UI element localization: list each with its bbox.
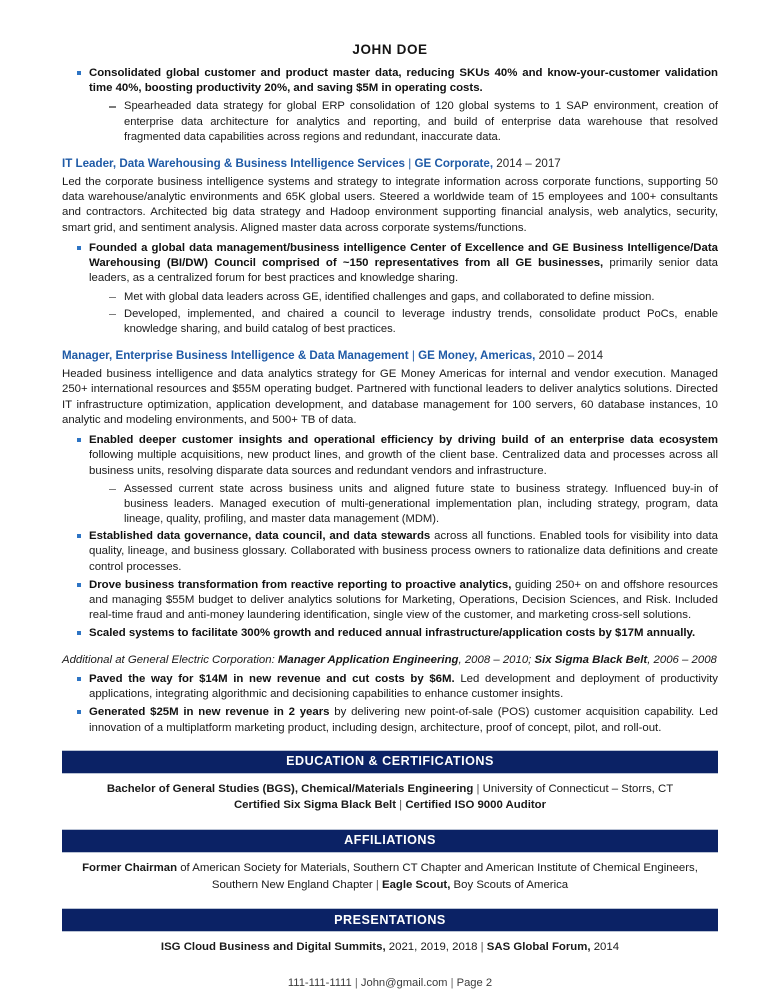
affiliation-role: Former Chairman [82, 861, 178, 874]
presentation-separator: | [480, 941, 487, 954]
bullet-bold-text: Founded a global data management/business intelligence Center of Excellence and GE Business Intelligence/Data Warehousing (BI/DW) Council comprised of ~150 representatives from all GE businesses, [89, 241, 718, 270]
footer-email: John@gmail.com [360, 976, 448, 989]
education-degree: Bachelor of General Studies (BGS), Chemical/Materials Engineering [106, 782, 474, 795]
page-title: JOHN DOE [352, 42, 428, 57]
dash-bullet-icon [109, 297, 116, 298]
square-bullet-icon [77, 534, 81, 538]
sub-bullet-text: Spearheaded data strategy for global ERP consolidation of 120 global systems to 1 SAP environment, creation of enterprise data architecture for analytics and reporting, and build of enterprise data warehouse that resolved fragmented data capabilities across regions and redundant, inaccurate data. [124, 100, 718, 143]
list-item [62, 578, 718, 624]
additional-roles-line [62, 653, 718, 668]
sub-list-item [62, 99, 718, 144]
job-role: IT Leader, Data Warehousing & Business Intelligence Services [62, 156, 405, 170]
affiliations-line-1 [62, 860, 718, 893]
bullet-rest-text: Led development and deployment of productivity applications, integrating algorithmic and decisioning capabilities to enhance customer insights. [89, 673, 718, 701]
square-bullet-icon [77, 583, 81, 587]
job-separator: | [405, 156, 415, 170]
presentation-years-2: 2014 [590, 941, 620, 954]
certification-1: Certified Six Sigma Black Belt [233, 799, 397, 812]
sub-bullet-text: Developed, implemented, and chaired a council to leverage industry trends, consolidate product PoCs, enable knowledge sharing, and build catalog of best practices. [124, 307, 718, 335]
list-item [62, 433, 718, 479]
square-bullet-icon [77, 438, 81, 442]
bullet-rest-text: following multiple acquisitions, new product lines, and growth of the client base. Centralized data and processes across all business units, resolving disparate data sources and redundant vendors and infrastructure. [89, 449, 718, 477]
section-banner-education: EDUCATION & CERTIFICATIONS [62, 750, 718, 774]
presentation-event-2: SAS Global Forum, [486, 941, 591, 954]
education-line-2 [62, 797, 718, 814]
bullet-bold-text: Drove business transformation from reactive reporting to proactive analytics, [89, 578, 512, 591]
job-title-heading [62, 348, 718, 363]
list-item [62, 705, 718, 735]
additional-role-2: Six Sigma Black Belt [534, 653, 648, 666]
job-dates: 2014 – 2017 [493, 156, 561, 170]
list-item [62, 66, 718, 96]
presentations-line-1 [62, 939, 718, 956]
education-school: University of Connecticut – Storrs, CT [482, 782, 674, 795]
additional-role-1: Manager Application Engineering [277, 653, 459, 666]
affiliation-org-2: Boy Scouts of America [450, 878, 569, 891]
bullet-bold-text: Generated $25M in new revenue in 2 years [89, 706, 330, 719]
job-dates: 2010 – 2014 [535, 348, 604, 362]
list-item [62, 241, 718, 287]
bullet-rest-text: primarily senior data leaders, as a centralized forum for best practices and knowledge sharing. [89, 257, 718, 285]
section-banner-affiliations: AFFILIATIONS [62, 829, 718, 853]
footer-page-number: Page 2 [456, 976, 493, 989]
square-bullet-icon [77, 631, 81, 635]
additional-dates-1: , 2008 – 2010; [458, 653, 535, 666]
additional-dates-2: , 2006 – 2008 [647, 653, 717, 666]
affiliation-orgs: of American Society for Materials, Southern CT Chapter and American Institute of Chemical Engineers, Southern New England Chapter [177, 861, 698, 891]
square-bullet-icon [77, 710, 81, 714]
certification-2: Certified ISO 9000 Auditor [405, 799, 547, 812]
additional-prefix: Additional at General Electric Corporation: [62, 653, 278, 666]
footer-separator-1: | [351, 976, 361, 989]
presentation-event-1: ISG Cloud Business and Digital Summits, [160, 941, 386, 954]
list-item [62, 529, 718, 575]
job-summary: Led the corporate business intelligence systems and strategy to integrate information across corporate functions, supporting 50 data warehouse/analytic environments and 65K global users. Steered a worldwide team of 15 employees and 100+ consultants and contractors. Architected big data strategy and Hadoop environment supporting financial analysis, web analytics, security, smart grid, and sentiment analysis. Aligned master data across corporate systems/functions. [62, 175, 718, 234]
bullet-bold-text: Established data governance, data council, and data stewards [89, 530, 431, 543]
list-item [62, 672, 718, 702]
affiliation-role-2: Eagle Scout, [382, 878, 451, 891]
job-company: GE Corporate, [414, 156, 494, 170]
presentation-years-1: 2021, 2019, 2018 [385, 941, 481, 954]
job-separator: | [408, 348, 419, 362]
affiliation-separator: | [375, 878, 382, 891]
bullet-rest-text: by delivering new point-of-sale (POS) customer acquisition capability. Led innovation of a multiplatform marketing product, including design, architecture, proof of concept, pilot, and roll-out. [89, 706, 718, 734]
sub-bullet-text: Assessed current state across business units and aligned future state to business strategy. Influenced buy-in of business leaders. Managed execution of multi-generational implementation plan, including strategy, program, data lineage, quality, profiling, and master data management (MDM). [124, 482, 718, 525]
list-item [62, 626, 718, 641]
job-company: GE Money, Americas, [418, 348, 536, 362]
section-banner-presentations: PRESENTATIONS [62, 908, 718, 932]
bullet-bold-text: Enabled deeper customer insights and operational efficiency by driving build of an enterprise data ecosystem [89, 434, 718, 447]
square-bullet-icon [77, 677, 81, 681]
sub-bullet-text: Met with global data leaders across GE, identified challenges and gaps, and collaborated to define mission. [124, 290, 655, 303]
sub-list-item [62, 307, 718, 337]
bullet-rest-text: across all functions. Enabled tools for visibility into data quality, lineage, and business glossary. Collaborated with business process owners to rationalize data definitions and create control processes. [89, 530, 718, 573]
bullet-bold-text: Consolidated global customer and product master data, reducing SKUs 40% and know-your-customer validation time 40%, boosting productivity 20%, and saving $5M in operating costs. [89, 67, 718, 95]
bullet-bold-text: Paved the way for $14M in new revenue and cut costs by $6M. [89, 673, 455, 686]
square-bullet-icon [77, 246, 81, 250]
square-bullet-icon [77, 71, 81, 75]
footer-phone: 111-111-1111 [287, 976, 352, 989]
sub-list-item [62, 290, 718, 305]
certification-separator: | [396, 799, 406, 812]
job-title-heading [62, 156, 718, 171]
education-line-1 [62, 781, 718, 798]
education-separator: | [473, 782, 483, 795]
job-summary: Headed business intelligence and data analytics strategy for GE Money Americas for internal and vendor execution. Managed 250+ international resources and $55M operating budget. Partnered with functional leaders to deliver analytics solutions. Directed IT infrastructure optimization, application development, and database management for 100 servers, 60 database instances, 10 analytic and modeling environments, and 500+ TB of data. [62, 368, 718, 426]
dash-bullet-icon [109, 489, 116, 490]
dash-bullet-icon [109, 106, 116, 107]
sub-list-item [62, 482, 718, 527]
job-role: Manager, Enterprise Business Intelligence & Data Management [62, 348, 409, 362]
bullet-rest-text: guiding 250+ on and offshore resources and managing $55M budget to deliver analytics solutions for Marketing, Operations, Decision Sciences, and Risk. Included real-time fraud and anti-money laundering identification, single view of the customer, and marketing cross-sell solutions. [89, 578, 718, 622]
page-footer [62, 977, 718, 989]
bullet-bold-text: Scaled systems to facilitate 300% growth and reduced annual infrastructure/application costs by $17M annually. [89, 627, 696, 640]
footer-separator-2: | [447, 976, 457, 989]
dash-bullet-icon [109, 314, 116, 315]
